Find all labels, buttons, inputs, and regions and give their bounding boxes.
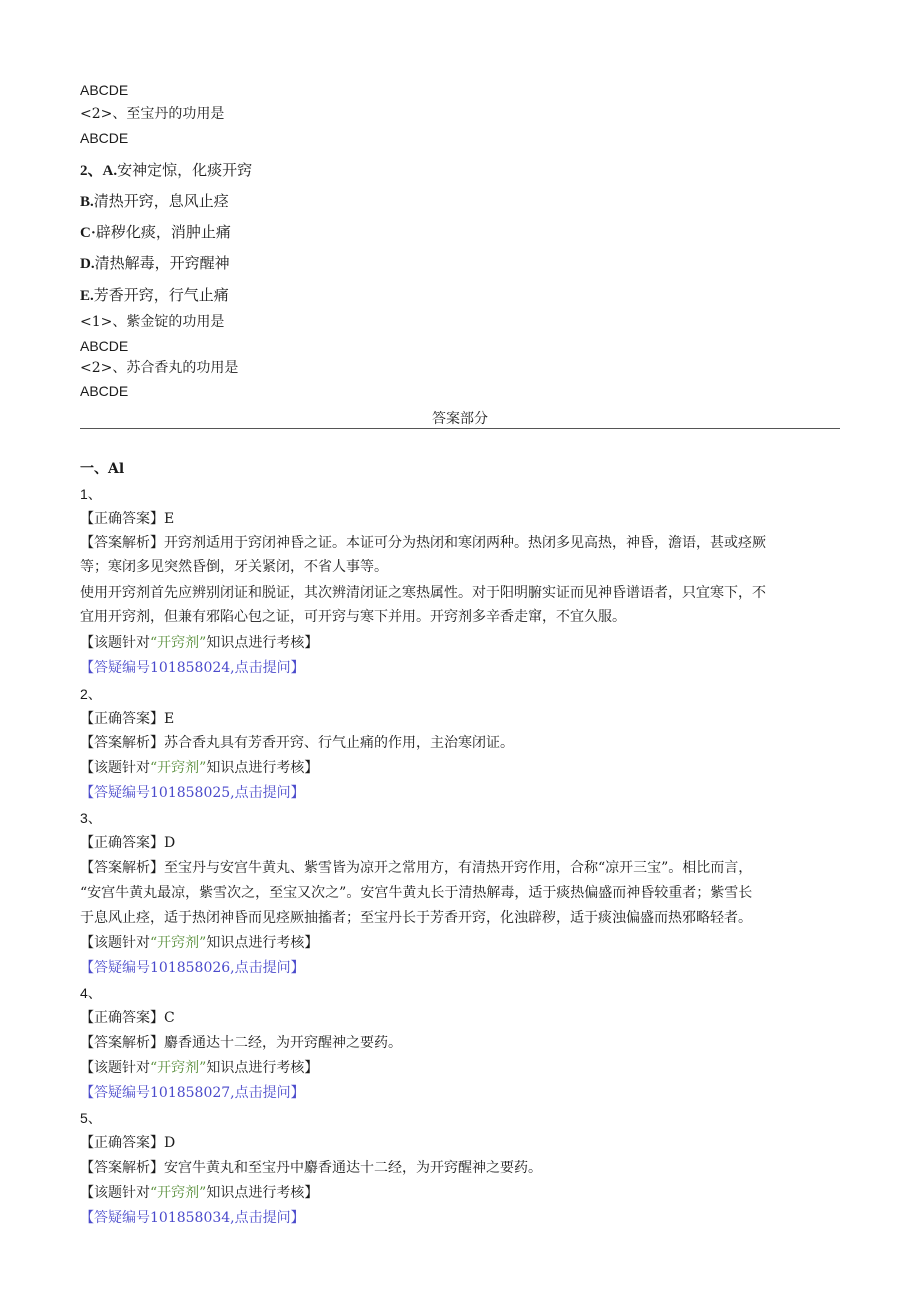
ask-question-link[interactable]: 【答疑编号101858027,点击提问】	[80, 1085, 305, 1101]
topic-note	[80, 758, 318, 778]
correct-answer: 【正确答案】D	[80, 835, 176, 851]
answer-analysis: 于息风止痉，适于热闭神昏而见痉厥抽搐者；至宝丹长于芳香开窍，化浊辟秽，适于痰浊偏盛而热邪略轻者。	[80, 910, 752, 926]
topic-keyword: “开窍剂”	[150, 760, 207, 776]
correct-answer: 【正确答案】C	[80, 1010, 175, 1026]
topic-prefix: 【该题针对	[80, 1185, 150, 1201]
answer-analysis: 【答案解析】麝香通达十二经，为开窍醒神之要药。	[80, 1035, 402, 1051]
option-text: 安神定惊，化痰开窍	[117, 162, 253, 179]
topic-keyword: “开窍剂”	[150, 935, 207, 951]
topic-suffix: 知识点进行考核】	[206, 760, 319, 776]
topic-keyword: “开窍剂”	[150, 1060, 207, 1076]
question-label: <2>、至宝丹的功用是	[80, 106, 225, 122]
answer-analysis: “安宫牛黄丸最凉，紫雪次之，至宝又次之”。安宫牛黄丸长于清热解毒，适于痰热偏盛而神昏较重者；紫雪长	[80, 885, 753, 901]
answer-number: 1、	[80, 486, 102, 502]
topic-suffix: 知识点进行考核】	[206, 1185, 319, 1201]
ask-question-link[interactable]: 【答疑编号101858034,点击提问】	[80, 1210, 305, 1226]
section-title: 一、Al	[80, 461, 125, 477]
answer-analysis: 【答案解析】苏合香丸具有芳香开窍、行气止痛的作用，主治寒闭证。	[80, 735, 514, 751]
topic-note	[80, 1058, 318, 1078]
option-text: 清热解毒，开窍醒神	[94, 255, 230, 272]
topic-prefix: 【该题针对	[80, 1060, 150, 1076]
ask-question-link[interactable]: 【答疑编号101858026,点击提问】	[80, 960, 305, 976]
correct-answer: 【正确答案】D	[80, 1135, 176, 1151]
answer-options: ABCDE	[80, 82, 129, 98]
option-c	[80, 222, 231, 243]
ask-question-link[interactable]: 【答疑编号101858024,点击提问】	[80, 660, 305, 676]
answer-analysis: 【答案解析】开窍剂适用于窍闭神昏之证。本证可分为热闭和寒闭两种。热闭多见高热，神昏，澹语，甚或痉厥	[80, 535, 766, 551]
answers-heading: 答案部分	[432, 410, 488, 426]
topic-suffix: 知识点进行考核】	[206, 1060, 319, 1076]
answer-analysis: 宜用开窍剂，但兼有邪陷心包之证，可开窍与寒下并用。开窍剂多辛香走窜，不宜久服。	[80, 609, 626, 625]
answer-number: 4、	[80, 985, 102, 1001]
divider	[80, 428, 840, 429]
topic-suffix: 知识点进行考核】	[206, 935, 319, 951]
option-a	[80, 160, 252, 181]
option-d	[80, 253, 230, 274]
option-text: 辟秽化痰，消肿止痛	[95, 224, 231, 241]
option-b	[80, 191, 229, 212]
answer-options: ABCDE	[80, 383, 129, 399]
option-letter: E.	[80, 288, 94, 304]
answer-analysis: 【答案解析】安宫牛黄丸和至宝丹中麝香通达十二经，为开窍醒神之要药。	[80, 1160, 542, 1176]
option-letter: C·	[80, 225, 96, 241]
option-text: 芳香开窍，行气止痛	[93, 287, 229, 304]
topic-keyword: “开窍剂”	[150, 635, 207, 651]
topic-note	[80, 1183, 318, 1203]
answer-number: 2、	[80, 686, 102, 702]
topic-suffix: 知识点进行考核】	[206, 635, 319, 651]
answer-options: ABCDE	[80, 130, 129, 146]
option-e	[80, 285, 229, 306]
answer-options: ABCDE	[80, 338, 129, 354]
option-letter: B.	[80, 194, 94, 210]
correct-answer: 【正确答案】E	[80, 711, 175, 727]
option-letter: D.	[80, 256, 95, 272]
topic-prefix: 【该题针对	[80, 935, 150, 951]
ask-question-link[interactable]: 【答疑编号101858025,点击提问】	[80, 785, 305, 801]
answer-number: 5、	[80, 1110, 102, 1126]
answer-analysis: 使用开窍剂首先应辨别闭证和脱证，其次辨清闭证之寒热属性。对于阳明腑实证而见神昏谱语者，只宜寒下，不	[80, 585, 766, 601]
topic-prefix: 【该题针对	[80, 760, 150, 776]
question-label: <1>、紫金锭的功用是	[80, 314, 225, 330]
option-text: 清热开窍，息风止痉	[93, 193, 229, 210]
question-label: <2>、苏合香丸的功用是	[80, 360, 239, 376]
answer-analysis: 【答案解析】至宝丹与安宫牛黄丸、紫雪皆为凉开之常用方，有清热开窍作用，合称“凉开三宝”。相比而言，	[80, 860, 753, 876]
answer-analysis: 等；寒闭多见突然昏倒，牙关紧闭，不省人事等。	[80, 559, 388, 575]
topic-note	[80, 633, 318, 653]
topic-keyword: “开窍剂”	[150, 1185, 207, 1201]
topic-note	[80, 933, 318, 953]
correct-answer: 【正确答案】E	[80, 511, 175, 527]
topic-prefix: 【该题针对	[80, 635, 150, 651]
option-number: 2、A.	[80, 163, 118, 179]
answer-number: 3、	[80, 810, 102, 826]
